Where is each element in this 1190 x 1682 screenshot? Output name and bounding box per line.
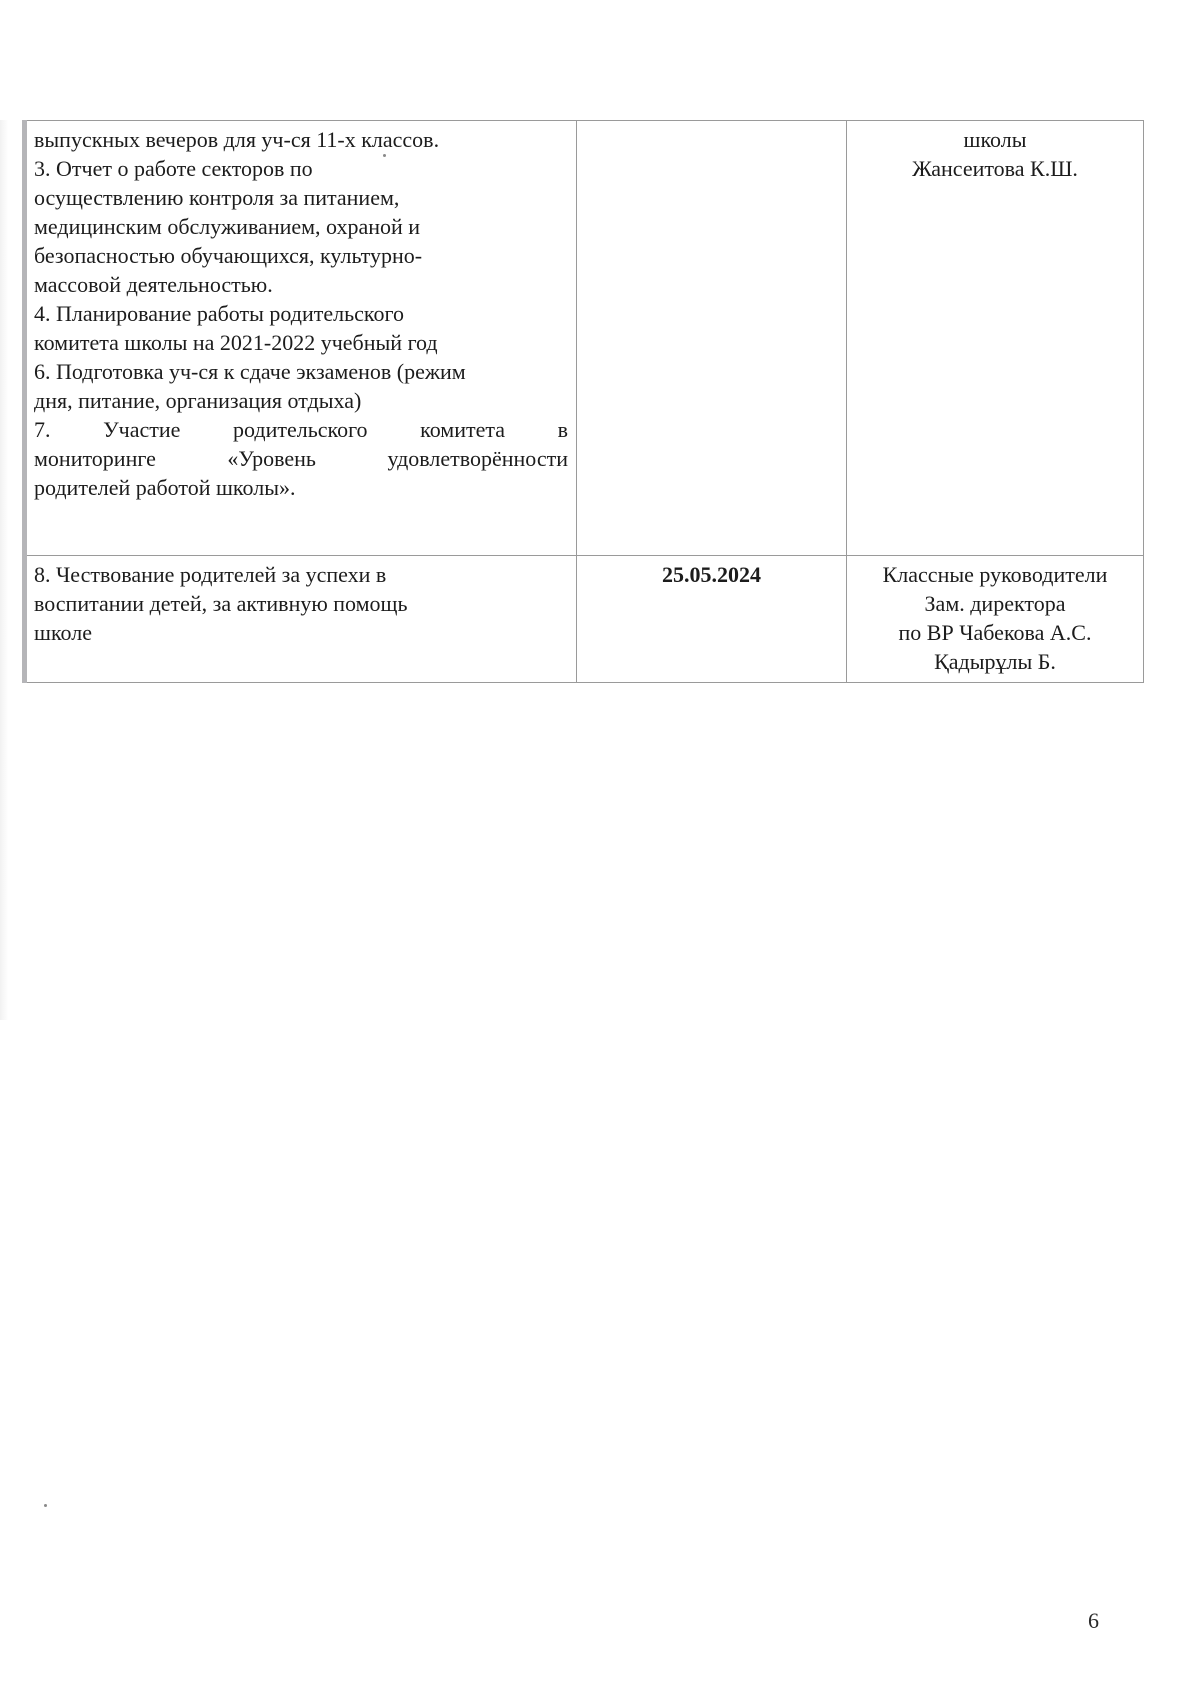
responsible-line: Зам. директора	[924, 591, 1066, 616]
activity-line: дня, питание, организация отдыха)	[34, 388, 362, 413]
activity-line: массовой деятельностью.	[34, 272, 273, 297]
activity-line: медицинским обслуживанием, охраной и	[34, 214, 421, 239]
page-number: 6	[1088, 1608, 1099, 1633]
activity-cell	[25, 556, 577, 683]
activity-line: мониторинге «Уровень удовлетворённости	[34, 446, 568, 471]
activity-line: осуществлению контроля за питанием,	[34, 185, 400, 210]
scan-speck	[44, 1504, 47, 1507]
responsible-cell	[847, 556, 1144, 683]
activity-cell	[25, 121, 577, 556]
scan-edge-artifact	[0, 120, 8, 1020]
activity-line: выпускных вечеров для уч-ся 11-х классов.	[34, 127, 440, 152]
date-cell: 25.05.2024	[577, 556, 847, 683]
activity-line: воспитании детей, за активную помощь	[34, 591, 408, 616]
responsible-line: Жансеитова К.Ш.	[912, 156, 1078, 181]
activity-line: 3. Отчет о работе секторов по	[34, 156, 313, 181]
responsible-line: Қадырұлы Б.	[934, 649, 1056, 674]
parent-committee-plan-table	[22, 120, 1144, 683]
activity-line: 8. Чествование родителей за успехи в	[34, 562, 387, 587]
activity-line: 4. Планирование работы родительского	[34, 301, 404, 326]
activity-line: школе	[34, 620, 92, 645]
activity-line: 6. Подготовка уч-ся к сдаче экзаменов (режим	[34, 359, 466, 384]
date-cell	[577, 121, 847, 556]
activity-line: комитета школы на 2021-2022 учебный год	[34, 330, 438, 355]
responsible-line: Классные руководители	[882, 562, 1108, 587]
activity-line: родителей работой школы».	[34, 475, 296, 500]
scan-speck	[383, 154, 386, 157]
activity-line: 7. Участие родительского комитета в	[34, 417, 568, 442]
responsible-cell	[847, 121, 1144, 556]
responsible-line: по ВР Чабекова А.С.	[898, 620, 1092, 645]
table-row	[25, 556, 1144, 683]
table-row	[25, 121, 1144, 556]
responsible-line: школы	[963, 127, 1027, 152]
activity-line: безопасностью обучающихся, культурно-	[34, 243, 423, 268]
